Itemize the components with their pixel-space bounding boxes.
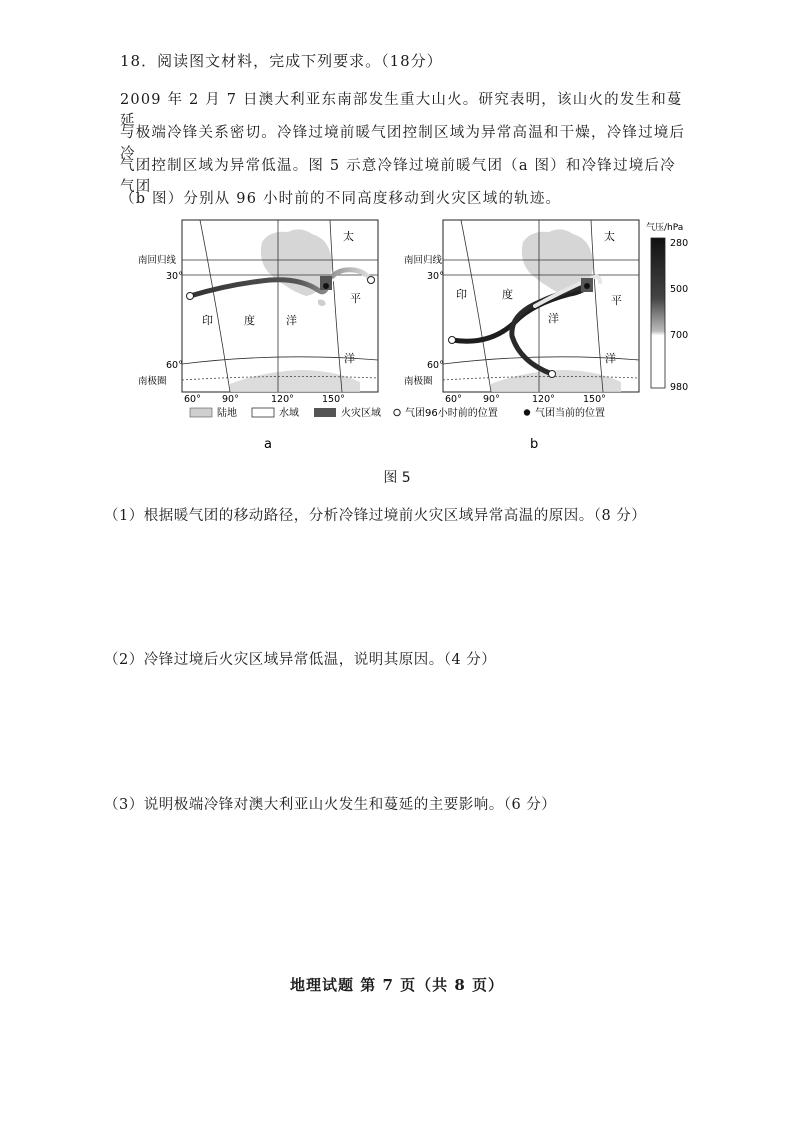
sub-question-3: （3）说明极端冷锋对澳大利亚山火发生和蔓延的主要影响。（6 分）: [104, 797, 557, 813]
label-yang-a: 洋: [286, 314, 297, 327]
label-ping-b: 平: [611, 294, 622, 307]
label-lon150-b: 150°: [583, 394, 606, 405]
question-text-line-1: 2009 年 2 月 7 日澳大利亚东南部发生重大山火。研究表明，该山火的发生和蔓延: [120, 92, 683, 129]
label-yin-b: 印: [456, 288, 467, 301]
label-yang-b: 洋: [548, 312, 559, 325]
label-lon90-a: 90°: [222, 394, 239, 405]
pressure-scale-title: 气压/hPa: [646, 223, 684, 233]
label-lon150-a: 150°: [322, 394, 345, 405]
label-ping-a: 平: [350, 292, 361, 305]
label-lat60-a: 60°: [166, 360, 183, 371]
pressure-tick-980: 980: [670, 382, 689, 393]
label-tai-a: 太: [343, 230, 354, 243]
current-point-b: [584, 283, 590, 289]
label-yang-a2: 洋: [344, 352, 355, 365]
figure-legend: [190, 406, 605, 419]
pressure-tick-700: 700: [670, 330, 689, 341]
question-text-line-3: 气团控制区域为异常低温。图 5 示意冷锋过境前暖气团（a 图）和冷锋过境后冷气团: [120, 158, 676, 195]
label-yang-b2: 洋: [605, 352, 616, 365]
label-lat30-a: 30°: [166, 271, 183, 282]
start-point-b2: [549, 371, 556, 378]
label-polar-b: 南极圈: [404, 376, 433, 387]
legend-current: 气团当前的位置: [535, 408, 605, 419]
map-panel-b: [404, 220, 639, 405]
label-yin-a: 印: [202, 314, 213, 327]
label-lat30-b: 30°: [427, 271, 444, 282]
question-title: 18．阅读图文材料，完成下列要求。（18分）: [120, 52, 443, 70]
label-lon90-b: 90°: [483, 394, 500, 405]
label-tropic-a: 南回归线: [138, 255, 177, 266]
pressure-scale: [646, 221, 688, 393]
sub-question-1: （1）根据暖气团的移动路径，分析冷锋过境前火灾区域异常高温的原因。（8 分）: [104, 508, 647, 524]
figure-5: [130, 212, 690, 457]
pressure-tick-280: 280: [670, 238, 689, 249]
label-du-a: 度: [244, 314, 255, 327]
label-tropic-b: 南回归线: [404, 255, 443, 266]
question-text-line-4: （b 图）分别从 96 小时前的不同高度移动到火灾区域的轨迹。: [120, 191, 562, 207]
panel-b-label: b: [530, 437, 539, 452]
page-footer: 地理试题 第 7 页（共 8 页）: [290, 976, 504, 994]
legend-fire: 火灾区域: [341, 408, 381, 419]
label-du-b: 度: [502, 288, 513, 301]
label-lat60-b: 60°: [427, 360, 444, 371]
label-lon120-b: 120°: [532, 394, 555, 405]
figure-caption: 图 5: [383, 470, 411, 486]
current-point-a: [323, 283, 329, 289]
label-tai-b: 太: [604, 230, 615, 243]
pressure-tick-500: 500: [670, 284, 689, 295]
start-point-a2: [368, 277, 375, 284]
legend-start: 气团96小时前的位置: [405, 408, 498, 419]
map-panel-a: [138, 220, 378, 405]
question-text-line-2: 与极端冷锋关系密切。冷锋过境前暖气团控制区域为异常高温和干燥，冷锋过境后冷: [120, 125, 686, 162]
label-lon120-a: 120°: [271, 394, 294, 405]
start-point-a: [187, 293, 194, 300]
sub-question-2: （2）冷锋过境后火灾区域异常低温，说明其原因。（4 分）: [104, 652, 497, 668]
start-point-b1: [449, 337, 456, 344]
label-lon60-b: 60°: [445, 394, 462, 405]
label-lon60-a: 60°: [184, 394, 201, 405]
legend-land: 陆地: [217, 408, 237, 419]
label-polar-a: 南极圈: [138, 376, 167, 387]
panel-a-label: a: [264, 437, 272, 452]
legend-water: 水域: [279, 408, 299, 419]
